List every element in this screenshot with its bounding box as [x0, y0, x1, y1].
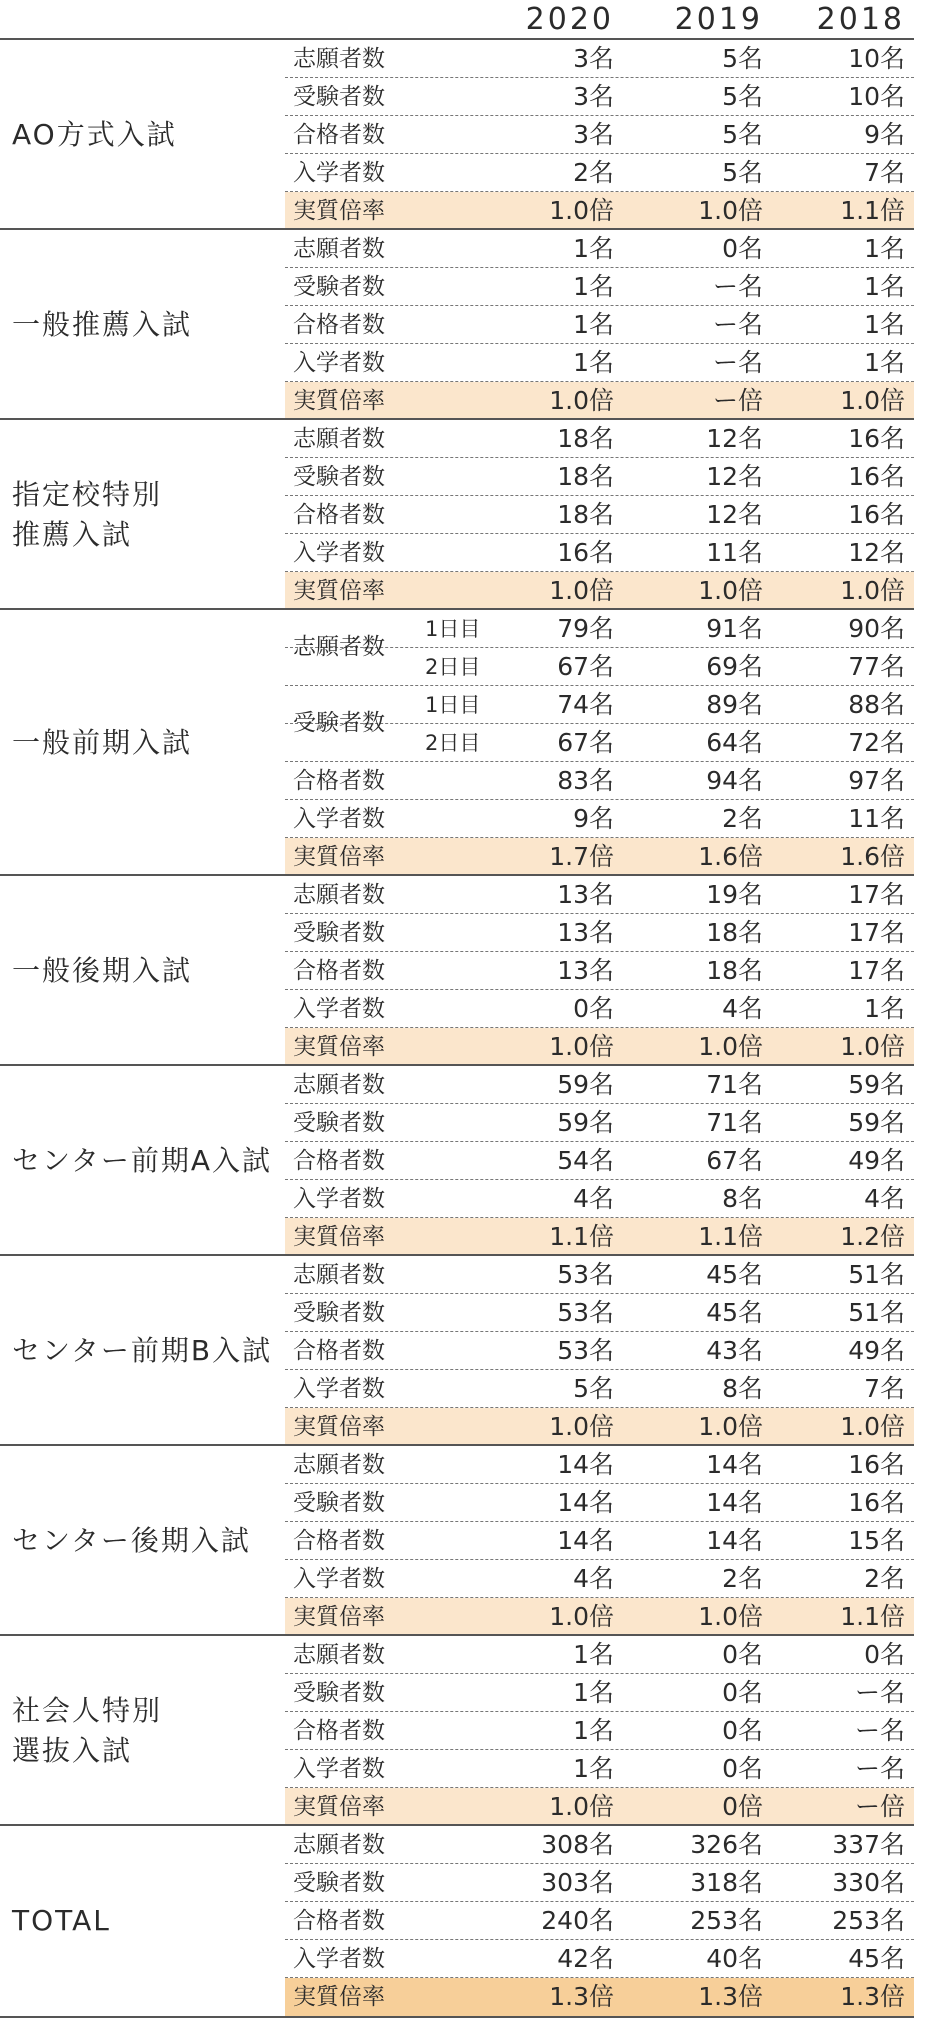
value-cell-2019: 1.0倍: [698, 1602, 763, 1631]
table-row: [285, 1940, 914, 1978]
row-label: 入学者数: [293, 350, 385, 376]
value-cell-2020: 54名: [557, 1146, 614, 1175]
row-label: 実質倍率: [293, 388, 385, 414]
value-cell-2018: 51名: [848, 1298, 905, 1327]
value-cell-2019: 326名: [690, 1830, 763, 1859]
value-cell-2019: 0名: [722, 1678, 763, 1707]
table-row: [285, 800, 914, 838]
row-label: 実質倍率: [293, 198, 385, 224]
row-label: 合格者数: [293, 1528, 385, 1554]
value-cell-2019: 5名: [722, 82, 763, 111]
row-label: 志願者数: [293, 1642, 385, 1668]
row-label: 合格者数: [293, 122, 385, 148]
section-0: [0, 38, 914, 230]
value-cell-2020: 59名: [557, 1070, 614, 1099]
value-cell-2018: 1.0倍: [840, 1032, 905, 1061]
row-label: 合格者数: [293, 958, 385, 984]
value-cell-2020: 1.0倍: [549, 576, 614, 605]
value-cell-2018: 1.6倍: [840, 842, 905, 871]
value-cell-2018: 0名: [864, 1640, 905, 1669]
value-cell-2020: 1名: [573, 1716, 614, 1745]
value-cell-2018: 4名: [864, 1184, 905, 1213]
value-cell-2019: 11名: [706, 538, 763, 567]
value-cell-2018: 11名: [848, 804, 905, 833]
value-cell-2018: 1.2倍: [840, 1222, 905, 1251]
value-cell-2018: 337名: [832, 1830, 905, 1859]
value-cell-2019: 45名: [706, 1298, 763, 1327]
row-label: 志願者数: [293, 1072, 385, 1098]
value-cell-2020: 1.3倍: [549, 1982, 614, 2011]
value-cell-2018: 16名: [848, 424, 905, 453]
value-cell-2018: 253名: [832, 1906, 905, 1935]
value-cell-2019: 5名: [722, 44, 763, 73]
table-row: [285, 1826, 914, 1864]
row-label: 実質倍率: [293, 1984, 385, 2010]
table-row: [285, 1712, 914, 1750]
table-row: [285, 154, 914, 192]
value-cell-2018: 97名: [848, 766, 905, 795]
row-label: 合格者数: [293, 768, 385, 794]
value-cell-2019: 0名: [722, 1640, 763, 1669]
value-cell-2020: 4名: [573, 1564, 614, 1593]
row-label: 合格者数: [293, 1718, 385, 1744]
table-row: [285, 78, 914, 116]
row-label: 入学者数: [293, 1756, 385, 1782]
section-6: [0, 1254, 914, 1446]
value-cell-2018: 17名: [848, 918, 905, 947]
value-cell-2020: 9名: [573, 804, 614, 833]
row-label: 志願者数: [293, 46, 385, 72]
value-cell-2019: 1.0倍: [698, 196, 763, 225]
row-label: 実質倍率: [293, 578, 385, 604]
row-label: 志願者数: [293, 882, 385, 908]
value-cell-2018: ー名: [854, 1678, 905, 1707]
row-label: 入学者数: [293, 996, 385, 1022]
value-cell-2019: ー倍: [712, 386, 763, 415]
value-cell-2019: 0名: [722, 1754, 763, 1783]
value-cell-2018: ー名: [854, 1716, 905, 1745]
value-cell-2020: 1名: [573, 1754, 614, 1783]
value-cell-2019: 43名: [706, 1336, 763, 1365]
row-label: 受験者数: [293, 920, 385, 946]
value-cell-2018: 10名: [848, 82, 905, 111]
value-cell-2020: 14名: [557, 1526, 614, 1555]
row-label: 実質倍率: [293, 1604, 385, 1630]
value-cell-2020: 53名: [557, 1336, 614, 1365]
value-cell-2018: 49名: [848, 1146, 905, 1175]
value-cell-2019: 8名: [722, 1184, 763, 1213]
table-row: [285, 192, 914, 230]
value-cell-2020: 1名: [573, 1678, 614, 1707]
value-cell-2020: 1.7倍: [549, 842, 614, 871]
value-cell-2019: ー名: [712, 272, 763, 301]
section-7: [0, 1444, 914, 1636]
value-cell-2020: 13名: [557, 880, 614, 909]
value-cell-2019: 5名: [722, 120, 763, 149]
table-row: [285, 572, 914, 610]
row-day-label: 1日目: [425, 693, 481, 717]
section-2: [0, 418, 914, 610]
value-cell-2019: 45名: [706, 1260, 763, 1289]
row-label: 実質倍率: [293, 1224, 385, 1250]
table-row: [285, 952, 914, 990]
value-cell-2020: 308名: [541, 1830, 614, 1859]
row-label: 実質倍率: [293, 844, 385, 870]
table-row: [285, 268, 914, 306]
table-row: [285, 344, 914, 382]
value-cell-2019: 0名: [722, 1716, 763, 1745]
table-row: [285, 914, 914, 952]
value-cell-2019: 64名: [706, 728, 763, 757]
value-cell-2019: 94名: [706, 766, 763, 795]
table-row: [285, 40, 914, 78]
value-cell-2019: 5名: [722, 158, 763, 187]
row-label: 合格者数: [293, 1148, 385, 1174]
value-cell-2018: 77名: [848, 652, 905, 681]
value-cell-2020: 4名: [573, 1184, 614, 1213]
value-cell-2020: 1名: [573, 310, 614, 339]
table-row: [285, 1484, 914, 1522]
section-label: 一般後期入試: [12, 954, 193, 987]
value-cell-2018: 1.0倍: [840, 386, 905, 415]
value-cell-2018: 12名: [848, 538, 905, 567]
value-cell-2018: 1.0倍: [840, 576, 905, 605]
table-row: [285, 420, 914, 458]
value-cell-2019: 69名: [706, 652, 763, 681]
row-label: 入学者数: [293, 160, 385, 186]
table-row: [285, 1560, 914, 1598]
table-row: [285, 838, 914, 876]
value-cell-2019: 1.0倍: [698, 1032, 763, 1061]
row-label: 実質倍率: [293, 1414, 385, 1440]
value-cell-2019: 1.3倍: [698, 1982, 763, 2011]
value-cell-2019: 67名: [706, 1146, 763, 1175]
table-row: [285, 1218, 914, 1256]
row-label: 合格者数: [293, 502, 385, 528]
row-label: 入学者数: [293, 1566, 385, 1592]
table-row: [285, 990, 914, 1028]
value-cell-2020: 53名: [557, 1260, 614, 1289]
row-label: 受験者数: [293, 84, 385, 110]
value-cell-2018: 10名: [848, 44, 905, 73]
value-cell-2018: 1.3倍: [840, 1982, 905, 2011]
value-cell-2020: 1名: [573, 1640, 614, 1669]
section-3: [0, 608, 914, 876]
value-cell-2020: 13名: [557, 956, 614, 985]
year-header-2018: 2018: [816, 1, 905, 37]
value-cell-2018: 1.1倍: [840, 196, 905, 225]
table-row: [285, 1370, 914, 1408]
row-label: 受験者数: [293, 464, 385, 490]
value-cell-2020: 3名: [573, 120, 614, 149]
value-cell-2020: 1.0倍: [549, 1792, 614, 1821]
value-cell-2020: 67名: [557, 728, 614, 757]
value-cell-2019: 89名: [706, 690, 763, 719]
row-label: 受験者数: [293, 1490, 385, 1516]
value-cell-2018: 16名: [848, 500, 905, 529]
value-cell-2020: 3名: [573, 44, 614, 73]
value-cell-2020: 79名: [557, 614, 614, 643]
value-cell-2019: 71名: [706, 1070, 763, 1099]
value-cell-2020: 14名: [557, 1450, 614, 1479]
section-label: 社会人特別 選抜入試: [12, 1694, 163, 1767]
value-cell-2018: 1名: [864, 310, 905, 339]
value-cell-2018: 16名: [848, 1450, 905, 1479]
row-label: 入学者数: [293, 540, 385, 566]
value-cell-2018: 15名: [848, 1526, 905, 1555]
row-label: 受験者数: [293, 1680, 385, 1706]
value-cell-2020: 1名: [573, 348, 614, 377]
value-cell-2019: 318名: [690, 1868, 763, 1897]
value-cell-2019: 4名: [722, 994, 763, 1023]
table-row: [285, 1332, 914, 1370]
row-day-label: 2日目: [425, 655, 481, 679]
value-cell-2020: 67名: [557, 652, 614, 681]
value-cell-2020: 16名: [557, 538, 614, 567]
table-row: [285, 458, 914, 496]
value-cell-2018: 1.0倍: [840, 1412, 905, 1441]
row-label: 受験者数: [293, 1110, 385, 1136]
value-cell-2020: 1.0倍: [549, 1412, 614, 1441]
value-cell-2019: 14名: [706, 1526, 763, 1555]
value-cell-2020: 42名: [557, 1944, 614, 1973]
value-cell-2018: 2名: [864, 1564, 905, 1593]
table-row: [285, 306, 914, 344]
row-label: 受験者数: [293, 1300, 385, 1326]
table-row: [285, 1674, 914, 1712]
row-label: 志願者数: [293, 236, 385, 262]
row-label: 入学者数: [293, 1376, 385, 1402]
table-row: [285, 1522, 914, 1560]
value-cell-2020: 1名: [573, 272, 614, 301]
value-cell-2019: ー名: [712, 310, 763, 339]
value-cell-2018: 59名: [848, 1108, 905, 1137]
value-cell-2018: 16名: [848, 1488, 905, 1517]
value-cell-2018: 17名: [848, 880, 905, 909]
table-row: [285, 1104, 914, 1142]
value-cell-2019: ー名: [712, 348, 763, 377]
value-cell-2019: 1.6倍: [698, 842, 763, 871]
value-cell-2018: ー倍: [854, 1792, 905, 1821]
value-cell-2019: 18名: [706, 956, 763, 985]
value-cell-2019: 14名: [706, 1488, 763, 1517]
value-cell-2019: 91名: [706, 614, 763, 643]
section-label: センター後期入試: [12, 1524, 251, 1557]
value-cell-2020: 1.0倍: [549, 1602, 614, 1631]
value-cell-2020: 0名: [573, 994, 614, 1023]
table-row: [285, 1408, 914, 1446]
value-cell-2020: 1.1倍: [549, 1222, 614, 1251]
table-row: [285, 1142, 914, 1180]
section-4: [0, 874, 914, 1066]
value-cell-2018: 1名: [864, 234, 905, 263]
row-label: 合格者数: [293, 1338, 385, 1364]
value-cell-2020: 18名: [557, 424, 614, 453]
value-cell-2019: 0倍: [722, 1792, 763, 1821]
row-group-label: 志願者数: [293, 634, 385, 660]
value-cell-2018: 72名: [848, 728, 905, 757]
table-row: [285, 1598, 914, 1636]
value-cell-2019: 40名: [706, 1944, 763, 1973]
table-row: [285, 1294, 914, 1332]
table-row: [285, 1864, 914, 1902]
value-cell-2020: 1.0倍: [549, 386, 614, 415]
value-cell-2018: 49名: [848, 1336, 905, 1365]
section-8: [0, 1634, 914, 1826]
row-label: 入学者数: [293, 806, 385, 832]
row-label: 志願者数: [293, 426, 385, 452]
year-header-2019: 2019: [674, 1, 763, 37]
value-cell-2018: 16名: [848, 462, 905, 491]
row-label: 志願者数: [293, 1832, 385, 1858]
table-row: [285, 1788, 914, 1826]
section-label: 一般前期入試: [12, 726, 193, 759]
value-cell-2019: 8名: [722, 1374, 763, 1403]
value-cell-2019: 253名: [690, 1906, 763, 1935]
value-cell-2019: 1.1倍: [698, 1222, 763, 1251]
section-9: [0, 1824, 914, 2018]
value-cell-2018: 1名: [864, 994, 905, 1023]
table-row: [285, 1256, 914, 1294]
value-cell-2020: 1名: [573, 234, 614, 263]
value-cell-2020: 59名: [557, 1108, 614, 1137]
row-label: 合格者数: [293, 1908, 385, 1934]
section-1: [0, 228, 914, 420]
table-row: [285, 382, 914, 420]
table-row: [285, 1028, 914, 1066]
value-cell-2018: 45名: [848, 1944, 905, 1973]
value-cell-2019: 1.0倍: [698, 1412, 763, 1441]
section-5: [0, 1064, 914, 1256]
table-row: [285, 876, 914, 914]
value-cell-2019: 14名: [706, 1450, 763, 1479]
value-cell-2019: 12名: [706, 500, 763, 529]
value-cell-2018: 1名: [864, 272, 905, 301]
value-cell-2019: 1.0倍: [698, 576, 763, 605]
value-cell-2018: 7名: [864, 158, 905, 187]
table-row: [285, 762, 914, 800]
value-cell-2020: 1.0倍: [549, 1032, 614, 1061]
row-label: 実質倍率: [293, 1794, 385, 1820]
year-header-2020: 2020: [525, 1, 614, 37]
value-cell-2019: 2名: [722, 1564, 763, 1593]
table-row: [285, 534, 914, 572]
row-label: 合格者数: [293, 312, 385, 338]
value-cell-2019: 19名: [706, 880, 763, 909]
section-label: TOTAL: [12, 1904, 111, 1937]
value-cell-2019: 71名: [706, 1108, 763, 1137]
value-cell-2020: 74名: [557, 690, 614, 719]
row-label: 入学者数: [293, 1946, 385, 1972]
value-cell-2018: 88名: [848, 690, 905, 719]
section-label: センター前期A入試: [12, 1144, 273, 1177]
value-cell-2019: 0名: [722, 234, 763, 263]
value-cell-2020: 14名: [557, 1488, 614, 1517]
value-cell-2019: 2名: [722, 804, 763, 833]
section-label: 一般推薦入試: [12, 308, 193, 341]
table-row: [285, 1750, 914, 1788]
row-day-label: 1日目: [425, 617, 481, 641]
table-row: [285, 116, 914, 154]
section-label: センター前期B入試: [12, 1334, 273, 1367]
table-row: [285, 496, 914, 534]
row-label: 受験者数: [293, 1870, 385, 1896]
row-label: 実質倍率: [293, 1034, 385, 1060]
section-label: AO方式入試: [12, 118, 177, 151]
value-cell-2018: 330名: [832, 1868, 905, 1897]
value-cell-2018: 7名: [864, 1374, 905, 1403]
value-cell-2018: 1.1倍: [840, 1602, 905, 1631]
table-row: [285, 1636, 914, 1674]
table-row: [285, 1446, 914, 1484]
value-cell-2018: 17名: [848, 956, 905, 985]
value-cell-2018: 9名: [864, 120, 905, 149]
table-row: [285, 610, 914, 660]
table-row: [285, 230, 914, 268]
row-day-label: 2日目: [425, 731, 481, 755]
row-group-label: 受験者数: [293, 710, 385, 736]
value-cell-2020: 2名: [573, 158, 614, 187]
table-row: [285, 1066, 914, 1104]
row-label: 受験者数: [293, 274, 385, 300]
value-cell-2019: 18名: [706, 918, 763, 947]
value-cell-2018: 59名: [848, 1070, 905, 1099]
value-cell-2018: 1名: [864, 348, 905, 377]
table-row: [285, 1902, 914, 1940]
value-cell-2020: 83名: [557, 766, 614, 795]
value-cell-2020: 18名: [557, 462, 614, 491]
row-label: 入学者数: [293, 1186, 385, 1212]
table-row: [285, 1978, 914, 2016]
value-cell-2020: 13名: [557, 918, 614, 947]
value-cell-2020: 303名: [541, 1868, 614, 1897]
value-cell-2018: ー名: [854, 1754, 905, 1783]
value-cell-2020: 1.0倍: [549, 196, 614, 225]
table-row: [285, 686, 914, 736]
value-cell-2019: 12名: [706, 462, 763, 491]
value-cell-2020: 5名: [573, 1374, 614, 1403]
value-cell-2020: 53名: [557, 1298, 614, 1327]
section-label: 指定校特別 推薦入試: [12, 478, 163, 551]
row-label: 志願者数: [293, 1452, 385, 1478]
value-cell-2020: 3名: [573, 82, 614, 111]
row-label: 志願者数: [293, 1262, 385, 1288]
value-cell-2020: 18名: [557, 500, 614, 529]
value-cell-2018: 51名: [848, 1260, 905, 1289]
value-cell-2019: 12名: [706, 424, 763, 453]
table-row: [285, 1180, 914, 1218]
value-cell-2020: 240名: [541, 1906, 614, 1935]
value-cell-2018: 90名: [848, 614, 905, 643]
